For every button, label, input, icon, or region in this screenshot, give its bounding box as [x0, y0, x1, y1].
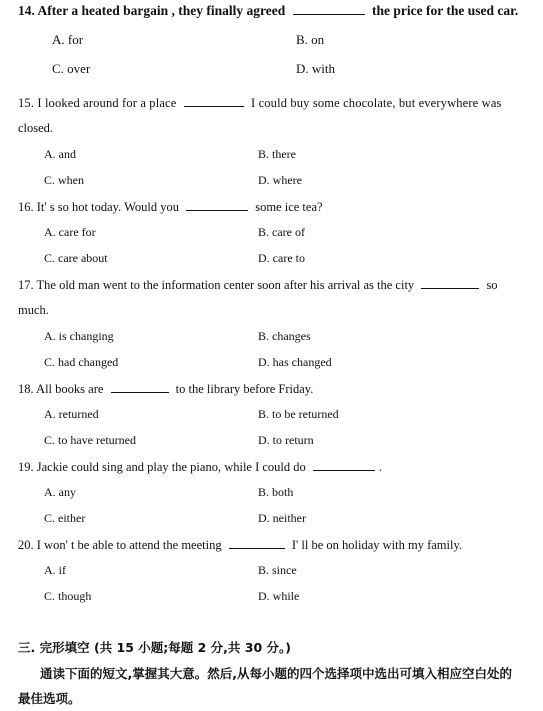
question-19-option-c: C. either [44, 511, 86, 525]
question-19-stem-before: 19. Jackie could sing and play the piano, while I could do [18, 460, 306, 474]
question-20-option-c: C. though [44, 589, 92, 603]
question-16-stem-before: 16. It' s so hot today. Would you [18, 200, 179, 214]
question-20-stem [18, 537, 533, 553]
question-20-stem-after: I' ll be on holiday with my family. [291, 538, 463, 552]
section-instruction-line-2: 最佳选项。 [18, 691, 81, 706]
question-14-option-d: D. with [296, 61, 335, 76]
question-15-option-c: C. when [44, 173, 84, 187]
question-17-stem [18, 277, 533, 293]
question-16-stem-after: some ice tea? [255, 200, 323, 214]
question-17-stem-before: 17. The old man went to the information center soon after his arrival as the city [18, 278, 415, 292]
question-19-option-a: A. any [44, 485, 76, 499]
question-16-stem [18, 199, 533, 215]
question-15-stem-continued: closed. [18, 121, 54, 135]
question-18-blank [111, 381, 169, 393]
question-14-option-a: A. for [52, 32, 84, 47]
question-17-blank [421, 277, 479, 289]
question-15-stem-after: I could buy some chocolate, but everywhere was [250, 96, 502, 110]
question-18-stem-before: 18. All books are [18, 382, 104, 396]
question-17-option-b: B. changes [258, 329, 311, 343]
question-16-option-a: A. care for [44, 225, 96, 239]
section-instruction-line-1: 通读下面的短文,掌握其大意。然后,从每小题的四个选择项中选出可填入相应空白处的 [40, 666, 512, 681]
question-20-option-a: A. if [44, 563, 66, 577]
question-18-option-b: B. to be returned [258, 407, 339, 421]
question-14-stem-after: the price for the used car. [371, 3, 519, 18]
question-18-option-d: D. to return [258, 433, 314, 447]
question-15-blank [184, 95, 244, 107]
question-15-option-b: B. there [258, 147, 296, 161]
question-14-blank [293, 3, 365, 15]
question-14-stem [18, 3, 533, 19]
question-18-stem-after: to the library before Friday. [175, 382, 314, 396]
question-20-option-d: D. while [258, 589, 300, 603]
question-16-option-d: D. care to [258, 251, 305, 265]
question-16-option-c: C. care about [44, 251, 108, 265]
question-20-option-b: B. since [258, 563, 297, 577]
question-17-stem-after: so [486, 278, 498, 292]
question-19-option-d: D. neither [258, 511, 306, 525]
question-15-option-a: A. and [44, 147, 76, 161]
question-18-stem [18, 381, 533, 397]
question-18-option-c: C. to have returned [44, 433, 136, 447]
question-19-blank [313, 459, 375, 471]
question-17-stem-continued: much. [18, 303, 49, 317]
question-19-stem-after: . [378, 460, 383, 474]
question-14-option-b: B. on [296, 32, 325, 47]
question-19-option-b: B. both [258, 485, 294, 499]
question-15-stem [18, 95, 533, 111]
question-16-blank [186, 199, 248, 211]
question-19-stem [18, 459, 533, 475]
question-17-option-d: D. has changed [258, 355, 332, 369]
question-17-option-a: A. is changing [44, 329, 114, 343]
question-14-stem-before: 14. After a heated bargain , they finally agreed [18, 3, 286, 18]
question-16-option-b: B. care of [258, 225, 305, 239]
question-20-blank [229, 537, 285, 549]
question-14-option-c: C. over [52, 61, 91, 76]
question-18-option-a: A. returned [44, 407, 99, 421]
question-15-stem-before: 15. I looked around for a place [18, 96, 177, 110]
question-17-option-c: C. had changed [44, 355, 119, 369]
question-15-option-d: D. where [258, 173, 302, 187]
section-title: 三. 完形填空 (共 15 小题;每题 2 分,共 30 分。) [18, 640, 291, 655]
question-20-stem-before: 20. I won' t be able to attend the meeting [18, 538, 222, 552]
